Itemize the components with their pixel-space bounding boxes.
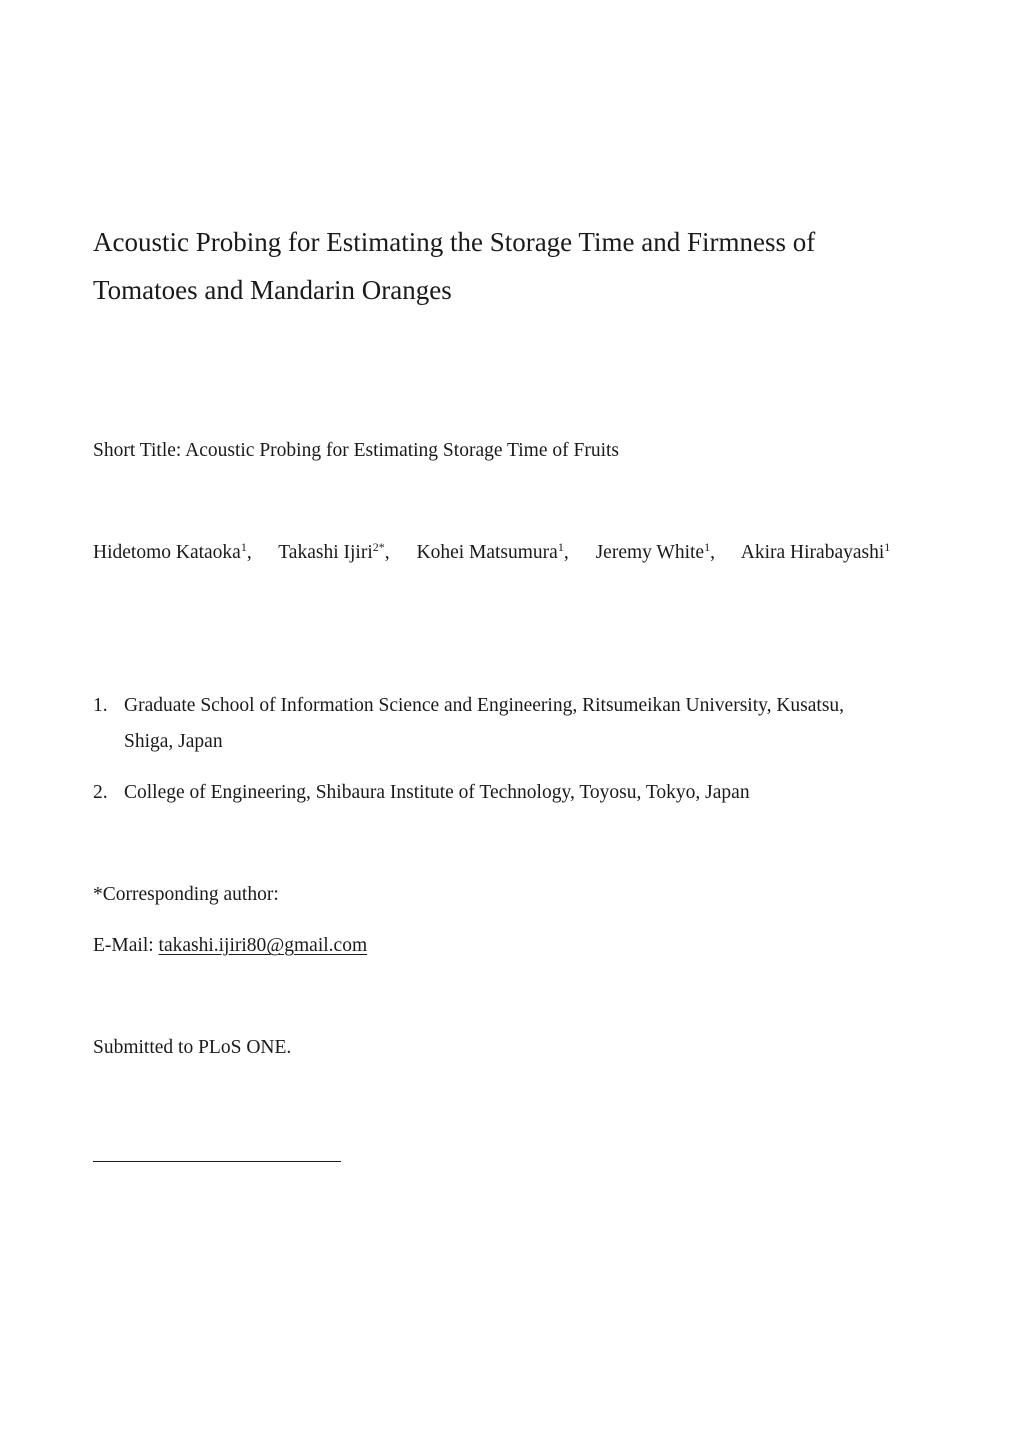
author-affiliation-mark: 1 [557, 540, 564, 554]
affiliation-number: 2. [93, 782, 108, 803]
email-line [93, 934, 367, 958]
author-affiliation-mark: 1 [240, 540, 247, 554]
email-label: E-Mail: [93, 935, 159, 956]
affiliation-2 [93, 781, 750, 805]
affiliation-1-continuation: Shiga, Japan [124, 731, 223, 752]
author-name: Akira Hirabayashi [740, 542, 885, 563]
author-name: Hidetomo Kataoka [93, 542, 241, 563]
affiliation-text: Graduate School of Information Science and Engineering, Ritsumeikan University, Kusatsu, [124, 695, 845, 716]
paper-title-line-1: Acoustic Probing for Estimating the Storage Time and Firmness of [93, 227, 816, 257]
corresponding-author-label: *Corresponding author: [93, 884, 279, 905]
short-title: Short Title: Acoustic Probing for Estimating Storage Time of Fruits [93, 440, 619, 461]
affiliation-number: 1. [93, 695, 108, 716]
affiliation-text: College of Engineering, Shibaura Institute of Technology, Toyosu, Tokyo, Japan [124, 782, 750, 803]
author-affiliation-mark: 1 [884, 540, 891, 554]
footnote-divider [93, 1161, 341, 1162]
paper-title-line-2: Tomatoes and Mandarin Oranges [93, 275, 452, 305]
author-separator: , [384, 542, 390, 563]
author-list [93, 541, 890, 565]
author-name: Jeremy White [595, 542, 705, 563]
author-affiliation-mark: 1 [704, 540, 711, 554]
author-name: Kohei Matsumura [416, 542, 558, 563]
author-separator: , [246, 542, 252, 563]
author-separator: , [563, 542, 569, 563]
author-name: Takashi Ijiri [278, 542, 373, 563]
author-separator: , [710, 542, 715, 563]
submission-note: Submitted to PLoS ONE. [93, 1037, 292, 1058]
author-affiliation-mark: 2* [372, 540, 385, 554]
email-link[interactable]: takashi.ijiri80@gmail.com [158, 935, 368, 956]
affiliation-1 [93, 694, 844, 718]
